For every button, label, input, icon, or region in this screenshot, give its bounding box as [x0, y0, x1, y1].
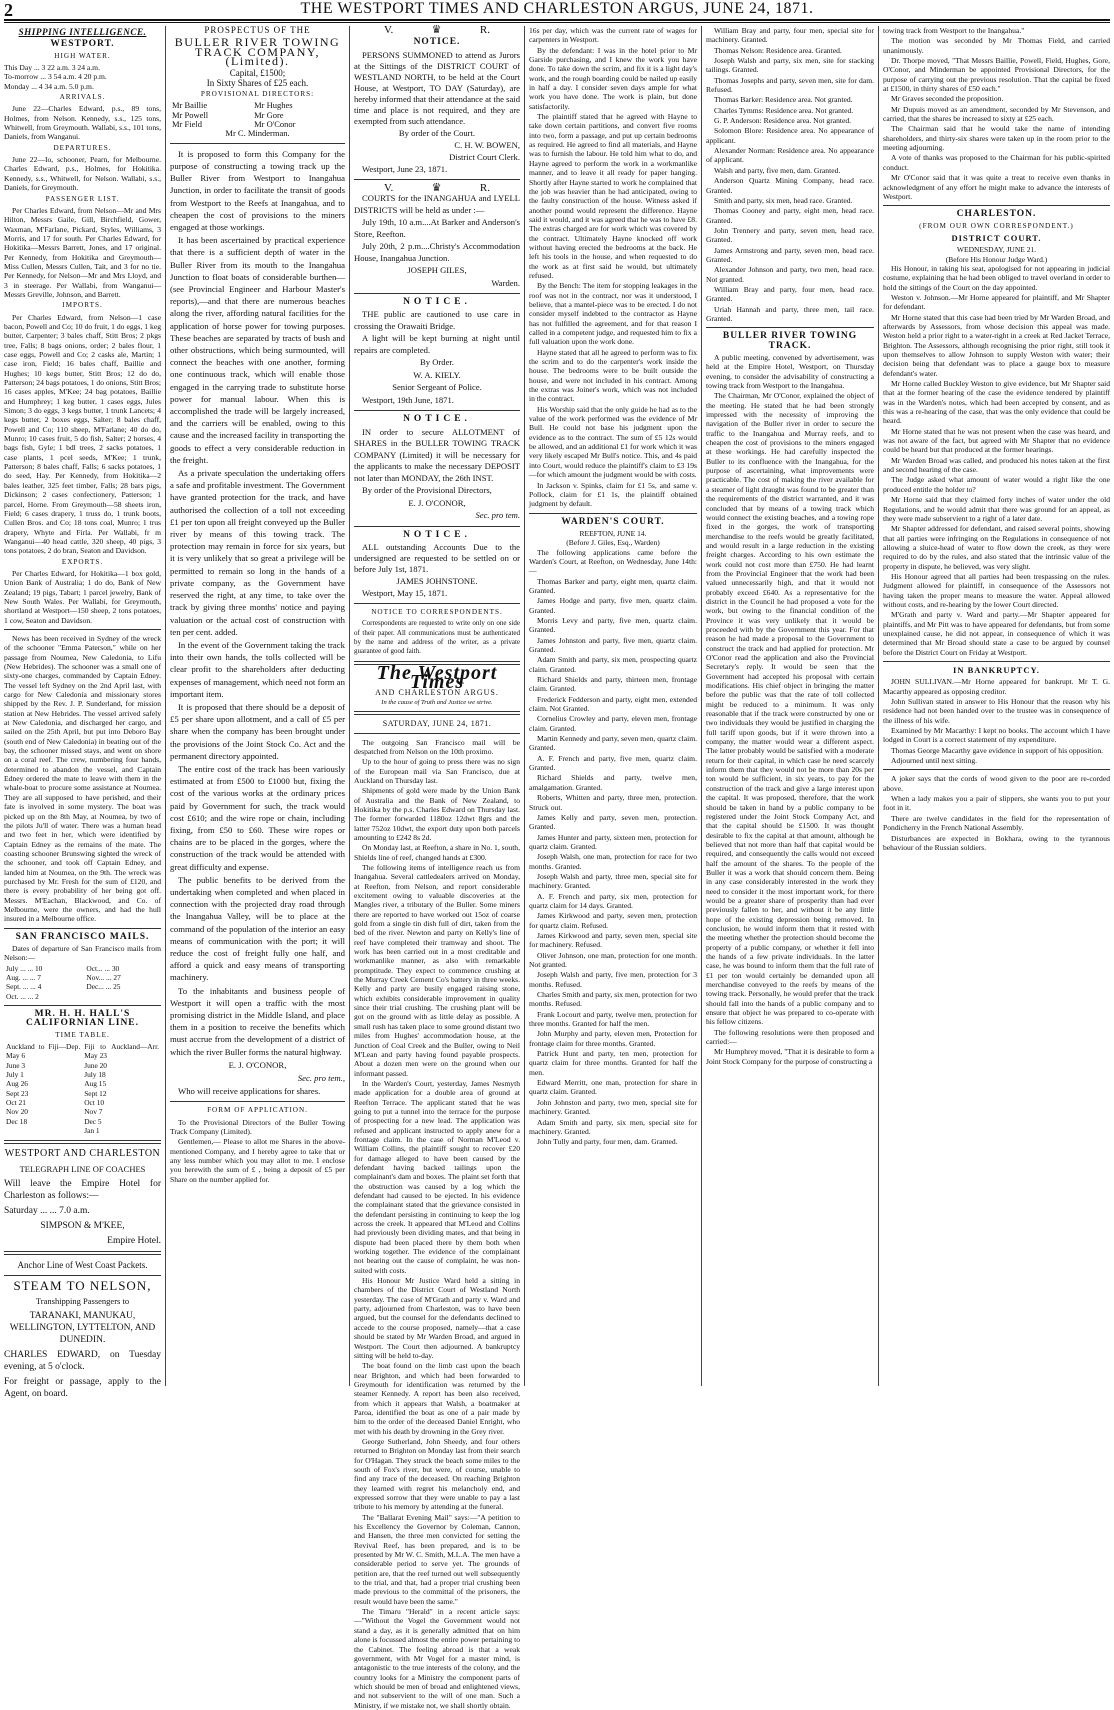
- application-line: Walsh and party, five men, dam. Granted.: [714, 165, 841, 175]
- application-line: John Murphy and party, eleven men, Protection for frontage claim for three months. Granted.: [529, 1029, 697, 1048]
- application-line: William Bray and party, four men, head race. Granted.: [706, 284, 874, 304]
- arrivals-text: June 22—Charles Edward, p.s., 89 tons, Holmes, from Nelson. Kennedy, s.s., 125 tons, Whitwell, from Greymouth. Wallabi, s.s., 101 tons, Daniels, from Wanganui.: [4, 104, 161, 142]
- divider: [4, 1140, 161, 1144]
- charleston-heading: CHARLESTON.: [956, 209, 1037, 220]
- article-paragraph: Mr Horne called Buckley Weston to give evidence, but Mr Shapter said that at the former hearing of the case the evidence tendered by plaintiff was in the Warden's notes, which had been accepted by consent, and as this was a re-hearing of the case, that was the only evidence that could be heard.: [883, 379, 1110, 426]
- page-number: 2: [4, 0, 13, 20]
- filler-paragraph: Disturbances are expected in Bokhara, owing to the tyrannous behaviour of the Russian soldiers.: [883, 833, 1110, 852]
- court-before: (Before His Honour Judge Ward.): [945, 254, 1048, 264]
- ad-text: TARANAKI, MANUKAU, WELLINGTON, LYTTELTON, AND DUNEDIN.: [9, 1310, 156, 1345]
- column-rule: [701, 26, 702, 1386]
- article-paragraph: A public meeting, convened by advertisement, was held at the Empire Hotel, Westport, on Thursday evening, to consider the advisability of constructing a towing track from Westport to the Inangahua.: [706, 353, 874, 391]
- table-cell: Aug 26: [6, 1079, 28, 1089]
- application-line: Adam Smith and party, six men, prospecting quartz claim. Granted.: [529, 655, 697, 674]
- article-paragraph: The Judge asked what amount of water would a right like the one produced entitle the holder to?: [883, 475, 1110, 494]
- table-cell: July 18: [84, 1070, 106, 1080]
- table-cell: Oct 10: [84, 1098, 105, 1108]
- sf-mails-table: [4, 964, 161, 1001]
- subheading: PASSENGER LIST.: [45, 194, 120, 203]
- prospectus-body: [170, 148, 345, 1098]
- ad-signature: SIMPSON & M'KEE,: [40, 1220, 125, 1231]
- prospectus-heading: PROSPECTUS OF THE: [204, 25, 311, 35]
- divider: [354, 410, 520, 411]
- table-row: [4, 973, 161, 982]
- column-rule: [878, 26, 879, 1386]
- notice-text: IN order to secure ALLOTMENT of SHARES in the BULLER TOWING TRACK COMPANY (Limited) it will be necessary for the applicants to make the necessary DEPOSIT not later than MONDAY, the 26th INST.: [354, 426, 520, 483]
- table-cell: Sept 23: [6, 1088, 29, 1098]
- article-paragraph: Mr O'Conor said that it was quite a treat to receive even thanks in acknowledgment of any effort he might make to advance the interests of Westport.: [883, 173, 1110, 201]
- column-notices: [354, 24, 520, 1710]
- table-cell: Dec... ... 25: [86, 982, 121, 992]
- notice-heading: NOTICE.: [403, 414, 471, 425]
- application-line: Patrick Hunt and party, ten men, protection for quartz claim for three months. Granted for half the men.: [529, 1049, 697, 1077]
- notice-title: Sec. pro tem.: [475, 510, 520, 521]
- notice-signature: E. J. O'CONOR,: [408, 497, 466, 508]
- shares: In Sixty Shares of £25 each.: [206, 77, 309, 88]
- article-paragraph: In Jackson v. Spinks, claim for £1 5s, and same v. Pollock, claim for £1 1s, the plaintiff obtained judgment by default.: [529, 480, 697, 509]
- filler-paragraph: There are twelve candidates in the field for the representation of Pondicherry in the French National Assembly.: [883, 813, 1110, 833]
- table-row: [4, 1070, 161, 1079]
- application-line: Thomas Nelson: Residence area. Granted.: [714, 45, 842, 55]
- article-paragraph: His Worship said that the only guide he had as to the value of the work performed was the evidence of Mr Bull. He could not base his judgment upon the evidence as to the contract. The sum of £5 12s would be allowed, and an additional £1 for work which it was very likely escaped Mr Bull's notice. This, and 4s paid into Court, would reduce the plaintiff's claim to £3 19s—for which amount the judgment would be with costs.: [529, 404, 697, 480]
- section-heading: SHIPPING INTELLIGENCE.: [18, 27, 147, 37]
- departures-text: June 22—Io, schooner, Pearn, for Melbourne. Charles Edward, p.s., Holmes, for Hokitika. Kennedy, s.s., Whitwell, for Nelson. Wallabi, s.s., Daniels, for Greymouth.: [4, 155, 161, 193]
- application-line: Oliver Johnson, one man, protection for one month. Not granted.: [529, 950, 697, 969]
- article-paragraph: M'Grath and party v. Ward and party.—Mr Shapter appeared for plaintiffs, and Mr Pitt was to have appeared for defendants, but from some unexplained cause, he did not appear, in consequence of which it was determined that Mr Broad should state a case to be argued by counsel before the District Court on Friday at Westport.: [883, 610, 1110, 657]
- table-cell: Sept. ... ... 4: [6, 982, 42, 992]
- editorial-paragraph: George Sutherland, John Sheedy, and four others returned to Brighton on Monday last from their search for O'Hagan. They struck the beach some miles to the south of Fox's river, but were, of course, unable to find any trace of the deceased. On reaching Brighton they learned with regret his melancholy end, and expressed sorrow that they were unable to pay a last tribute to his memory by attending at the funeral.: [354, 1436, 520, 1512]
- table-cell: July 1: [6, 1070, 24, 1080]
- ad-text: Will leave the Empire Hotel for Charleston as follows:—: [4, 1178, 161, 1201]
- divider: [354, 711, 520, 715]
- article-paragraph: A vote of thanks was proposed to the Chairman for his public-spirited conduct.: [883, 153, 1110, 172]
- header-rule: [4, 19, 1110, 23]
- table-cell: Sept 12: [84, 1088, 107, 1098]
- imports-text: Per Charles Edward, from Nelson—1 case bacon, Powell and Co; 10 do fruit, 1 do eggs, 1 keg butter, Carpenter; 3 bales chaff, Stitt Bros; 2 pkgs tree, Falls; 8 bags onions, order; 2 bales flour, 1 case eggs, Powell and Co; 2 casks ale, Martin; 1 case iron, Field; 16 bales chaff, Baillie and Hughes; 10 kegs butter, Stitt Bros; 12 do do, Patterson; 24 bags potatoes, 1 do onions, Stitt Bros; 16 cases apples, M'Kee; 24 bag potatoes, Baillie and Humphrey; 1 keg butter, 1 cases eggs, Jules Simon; 3 do eggs, 3 kegs butter, 1 trunk Lancets; 4 kegs butter, 2 boxes eggs, Salter; 8 bales chaff, Powell and Co; 110 sheep, M'Farlane; 40 do do, Munro; 10 cases fruit, 5 do fish, Salter; 2 horses, 4 bags fish, Gyle; 1 bdl trees, 2 sacks potatoes, 1 case plants, 1 pcel seeds, M'Kee; 1 trunk, Patterson; 8 bales chaff, Falls; 6 sacks potatoes, 1 do seed, Hay. Per Kennedy, from Hokitika—2 bales leather, 325 feet timber, Falls; 28 bars pigs, Dickinson; 2 cases confectionery, Patterson; 1 parcel, Horne. From Greymouth—58 sheets iron, Field; 6 cases drapery, 1 truss do, 1 trunk boots, Cullen Bros. and Co; 18 tons coal, Munro; 1 trus drapery, Whyte and Firla. Per Wallabi, fr m Wanganui—40 head cattle, 320 sheep, 40 pigs, 3 tons potatoes, 2 do bran, Seaton and Davidson.: [4, 312, 161, 556]
- notice-signature: JAMES JOHNSTONE.: [396, 576, 478, 587]
- divider: [883, 769, 1110, 770]
- application-line: James Armstrong and party, seven men, head race. Granted.: [706, 245, 874, 264]
- accounts-notice: [354, 542, 520, 599]
- notice-signature: C. H. W. BOWEN,: [454, 139, 520, 150]
- notice-jurors: [354, 50, 520, 175]
- table-cell: Nov 7: [84, 1107, 103, 1117]
- article-paragraph: JOHN SULLIVAN.—Mr Horne appeared for bankrupt. Mr T. G. Macarthy appeared as opposing creditor.: [883, 677, 1110, 696]
- subheading: ARRIVALS.: [59, 93, 106, 102]
- table-cell: Oct... ... 30: [86, 963, 120, 973]
- notice-order: By order of the Provisional Directors,: [362, 485, 492, 496]
- application-line: Alexander Johnson and party, two men, head race. Not granted.: [706, 265, 874, 284]
- sf-mails-heading: SAN FRANCISCO MAILS.: [15, 931, 150, 942]
- signature-title: Sec. pro tem.,: [297, 1073, 345, 1084]
- paragraph: To the inhabitants and business people of Westport it will open a traffic with the most promising district in the Middle Island, and place them in a position to receive the benefits which must accrue from the development of a district of which the river Buller forms the natural highway.: [170, 985, 345, 1057]
- article-paragraph: The following resolutions were then proposed and carried:—: [706, 1027, 874, 1047]
- crown-icon: ♛: [431, 181, 442, 194]
- wardens-court-place: REEFTON, JUNE 14.: [579, 528, 647, 538]
- article-paragraph: Thomas George Macarthy gave evidence in support of his opposition.: [891, 745, 1104, 755]
- table-row: [4, 992, 161, 1001]
- notice-date: Westport, June 23, 1871.: [362, 163, 448, 174]
- divider: [529, 513, 697, 514]
- article-paragraph: His Honour agreed that all parties had been trespassing on the rules. Judgment allowed for plaintiff, in consequence of the Assessors not having taken the proper means to measure the water. Appeal allowed without costs, and re-hearing by the lower Court directed.: [883, 571, 1110, 609]
- article-paragraph: Mr Graves seconded the proposition.: [891, 94, 1004, 104]
- crown-icon: ♛: [431, 24, 442, 36]
- table-cell: [4, 1126, 82, 1135]
- divider: [883, 205, 1110, 206]
- steam-advertisement: [4, 1259, 161, 1400]
- article-paragraph: Mr Horne stated that he was not present when the case was heard, and was not aware of the fact, but agreed with Mr Shapter that no evidence could be heard but that produced at the former hearings.: [883, 426, 1110, 455]
- director-name: Mr Powell: [172, 109, 209, 120]
- company-name: BULLER RIVER TOWING TRACK COMPANY, (Limited).: [174, 35, 341, 69]
- application-line: Thomas Josephs and party, seven men, site for dam. Refused.: [706, 75, 874, 95]
- filler-paragraph: A joker says that the cords of wood given to the poor are re-corded above.: [883, 774, 1110, 793]
- correspondents-heading: NOTICE TO CORRESPONDENTS.: [371, 608, 503, 617]
- paragraph: It has been ascertained by practical experience that there is a sufficient depth of water in the Buller River from its mouth to the Inangahua Junction to float boats of considerable burthen—(see Provincial Engineer and Harbour Master's reports),—and that there are numerous beaches along the river, affording natural facilities for the application of horse power for towing purposes. These beaches are separated by tracts of bush and other obstructions, which being surmounted, will connect the beaches with one another, forming one continuous track, which will enable those engaged in the carrying trade to substitute horse power for manual labour. When this is accomplished the trade will be largely increased, and the carriers will be enabled, owing to this cause and the increased facility in transporting the goods to effect a very considerable reduction in the freight.: [170, 235, 345, 465]
- notice-text: COURTS for the INANGAHUA and LYELL DISTRICTS will be held as under :—: [354, 193, 520, 215]
- table-row: [4, 964, 161, 973]
- subheading: IMPORTS.: [62, 301, 103, 310]
- application-line: Martin Kennedy and party, seven men, quartz claim. Granted.: [529, 734, 697, 753]
- buller-heading: BULLER RIVER TOWING TRACK.: [722, 331, 858, 351]
- table-cell: June 20: [84, 1060, 107, 1070]
- sf-mails-intro: Dates of departure of San Francisco mails from Nelson:—: [4, 943, 161, 963]
- masthead-motto: In the cause of Truth and Justice we strive.: [381, 698, 493, 706]
- notice-signature: JOSEPH GILES,: [407, 265, 467, 276]
- district-court-heading: DISTRICT COURT.: [951, 232, 1042, 243]
- notice-text: ALL outstanding Accounts Due to the undersigned are requested to be settled on or before July 1st, 1871.: [354, 542, 520, 575]
- table-cell: Dec 18: [6, 1116, 28, 1126]
- ad-text: Saturday ... ... 7.0 a.m.: [4, 1205, 90, 1216]
- application-line: Roberts, Whitten and party, three men, protection. Struck out.: [529, 793, 697, 812]
- editorial-paragraph: The "Ballarat Evening Mail" says:—"A petition to his Excellency the Governor by Coleman, Cannon, and Hansen, the three men convicted for setting the Revival Reef, has been prepared, and is to be presented by Mr W. C. Smith, M.L.A. The men have a considerable period to serve yet. The grounds of petition are, that the reef turned out well subsequently to the trial, and that, had a proper trial crushing been made previous to the committal of the prisoners, the result would have been the same.": [354, 1512, 520, 1606]
- application-line: Thomas Cooney and party, eight men, head race. Granted.: [706, 206, 874, 225]
- application-line: Joseph Walsh and party, six men, site for stacking tailings. Granted.: [706, 56, 874, 75]
- table-header: Fiji to Auckland—Arr. May 23: [84, 1042, 159, 1061]
- column-prospectus: [170, 26, 345, 1386]
- divider: [354, 293, 520, 294]
- director-name: Mr C. Minderman.: [225, 128, 290, 139]
- article-paragraph: towing track from Westport to the Inangahua.": [883, 26, 1025, 35]
- bankruptcy-heading: IN BANKRUPTCY.: [953, 665, 1040, 675]
- correspondents-text: Correspondents are requested to write only on one side of their paper. All communications must be authenticated by the name and address of the writer, as a private guarantee of good faith.: [354, 619, 520, 656]
- hall-time-table: [4, 1042, 161, 1135]
- table-row: [4, 1098, 161, 1107]
- application-line: Anderson Quartz Mining Company, head race. Granted.: [706, 176, 874, 195]
- application-line: James Kelly and party, seven men, protection. Granted.: [529, 812, 697, 832]
- article-paragraph: 16s per day, which was the current rate of wages for carpenters in Westport.: [529, 26, 697, 45]
- article-paragraph: Hayne stated that all he agreed to perform was to fix the scrim and to do the carpenter's work inside the house. The bedrooms were to be built outside the house, and were not included in his contract. Among the extras was Joiner's work, which was not included in the contract.: [529, 347, 697, 404]
- director-name: Mr Baillie: [172, 100, 208, 111]
- editorial-paragraph: His Honour Mr Justice Ward held a sitting in chambers of the District Court of Westland North yesterday. The case of M'Grath and party v. Ward and party, adjourned from Charleston, was to have been argued, but the counsel for the defendants declined to accede to the course proposed, namely—that a case should be stated by Mr Warden Broad, and argued in Westport. The Court then adjourned. A bankruptcy sitting will be held to-day.: [354, 1276, 520, 1360]
- column-rule: [524, 26, 525, 1386]
- ad-subtitle: TELEGRAPH LINE OF COACHES: [19, 1163, 146, 1174]
- table-row: [4, 1089, 161, 1098]
- article-paragraph: The motion was seconded by Mr Thomas Field, and carried unanimously.: [883, 36, 1110, 55]
- royal-cipher: [354, 181, 520, 194]
- paragraph: It is proposed to form this Company for the purpose of constructing a towing track up the Buller River from Westport to Inangahua Junction, in order to facilitate the transit of goods from Westport to the Reefs at Inangahua, and to cheapen the cost of provisions to the miners engaged at those workings.: [170, 148, 345, 232]
- application-line: The following applications came before the Warden's Court, at Reefton, on Wednesday, June 14th:—: [529, 547, 697, 576]
- notice-order: By Order.: [420, 357, 454, 368]
- table-row: [4, 1079, 161, 1088]
- divider: [170, 143, 345, 144]
- passengers-text: Per Charles Edward, from Nelson—Mr and Mrs Hilton, Messrs Gaile, Gill, Birchfield, Gower, Waxman, M'Farlane, Pickard, Styles, Williams, 3 Morris, and 17 for south. Per Charles Edward, for Hokitika—Messrs Barrett, Jones, and 17 original. Per Kennedy, from Hokitika and Greymouth—Miss Cullen, Messrs Cullen, Tait, and 3 for no tie. Per Kennedy, for Nelson—Mr and Mrs Lloyd, and 3 in steerage. Per Wallabi, from Wanganui—Messrs Greville, Johnson, and Barrett.: [4, 205, 161, 299]
- ad-text: For freight or passage, apply to the Agent, on board.: [4, 1376, 161, 1399]
- application-line: Adam Smith and party, six men, special site for machinery. Granted.: [529, 1117, 697, 1136]
- table-cell: Nov 20: [6, 1107, 28, 1117]
- form-body: Gentlemen,— Please to allot me Shares in the above-mentioned Company, and I hereby agree to take that or any less number which you may allot to me. I enclose you herewith the sum of £ , being a deposit of £5 per Share on the number applied for.: [170, 1137, 345, 1184]
- application-line: James Johnston and party, five men, quartz claim. Granted.: [529, 635, 697, 654]
- application-line: Joseph Walsh, one man, protection for race for two months. Granted.: [529, 852, 697, 871]
- application-line: Thomas Barker and party, eight men, quartz claim. Granted.: [529, 576, 697, 595]
- table-row: [4, 1117, 161, 1126]
- table-row: [4, 982, 161, 991]
- ad-title: WESTPORT AND CHARLESTON: [4, 1147, 161, 1159]
- application-line: A. F. French and party, five men, quartz claim. Granted.: [529, 753, 697, 773]
- column-meeting: [706, 26, 874, 1386]
- application-line: G. P. Anderson: Residence area. Not granted.: [714, 116, 852, 126]
- ad-text: CHARLES EDWARD, on Tuesday evening, at 5 o'clock.: [4, 1349, 161, 1372]
- article-paragraph: Dr. Thorpe moved, "That Messrs Baillie, Powell, Field, Hughes, Gore, O'Conor, and Minderman be appointed Provisional Directors, for the purpose of carrying out the previous resolution. That the capital be fixed at £1500, in thirty shares of £50 each.": [883, 56, 1110, 94]
- column-charleston: [883, 26, 1110, 1386]
- ad-title: Anchor Line of West Coast Packets.: [17, 1259, 148, 1270]
- application-line: Frank Locourt and party, twelve men, protection for three months. Granted for half the men.: [529, 1009, 697, 1029]
- article-paragraph: Adjourned until next sitting.: [891, 756, 978, 766]
- notice-title: Warden.: [491, 277, 520, 288]
- form-to: To the Provisional Directors of the Buller Towing Track Company (Limited).: [170, 1117, 345, 1137]
- royal-cipher: [354, 26, 520, 35]
- column-rule: [349, 26, 350, 1386]
- article-paragraph: Mr Shapter addressed for defendant, and raised several points, showing that all parties were infringing on the Regulations in consequence of not allowing a sluice-head of water to flow down the creek, as they were required to do by the rules, and also stated that the intrinsic value of the property in dispute, he believed, was very slight.: [883, 524, 1110, 571]
- notice-title: District Court Clerk.: [449, 151, 520, 162]
- notice-text: THE public are cautioned to use care in crossing the Orawaiti Bridge.: [354, 309, 520, 331]
- application-line: Uriah Hannah and party, three men, tail race. Granted.: [706, 304, 874, 323]
- cipher-letter: R.: [479, 181, 490, 194]
- subheading: EXPORTS.: [61, 557, 104, 566]
- application-line: Alexander Norman: Residence area. No appearance of applicant.: [706, 146, 874, 165]
- divider: [4, 928, 161, 929]
- article-paragraph: The Chairman said that he would take the name of intending shareholders, and thirty-six shares were taken up in the room prior to the meeting adjourning.: [883, 124, 1110, 153]
- director-name: Mr Gore: [254, 109, 284, 120]
- subheading: TIME TABLE.: [55, 1030, 110, 1039]
- article-paragraph: The plaintiff stated that he agreed with Hayne to take down certain partitions, and convert five rooms into two, form a passage, and put up certain bedrooms as required. He agreed to find all materials, and Hayne was to furnish the labour. He told him what to do, and Hayne agreed to perform the work in a workmanlike manner, and to leave it all ready for paper hanging. Shortly after Hayne started to work he complained that the job was heavier than he had anticipated, owing to the faulty construction of the house. Witness asked if another pound would represent the difference. Hayne said it would, and it was agreed that he was to have £8. The extras charged are for work which was covered by the contract. Ultimately Hayne knocked off work without having erected the bedrooms at the back. He left his tools in the house, and when requested to do the work as at first said he would, but ultimately refused.: [529, 112, 697, 280]
- table-cell: Aug. ... ... 7: [6, 973, 41, 982]
- courts-notice: [354, 193, 520, 289]
- divider: [4, 1251, 161, 1255]
- table-row: [4, 1126, 161, 1135]
- table-cell: July ... ... 10: [6, 963, 43, 973]
- editorial-paragraph: Shipments of gold were made by the Union Bank of Australia and the Bank of New Zealand, to Hokitika by the p.s. Charles Edward on Thursday last. The former forwarded 1180oz 12dwt 8grs and the latter 752oz 10dwt, the export duty upon both parcels amounting to £242 8s 2d.: [354, 786, 520, 842]
- column-courts: [529, 26, 697, 1386]
- hall-line-heading: MR. H. H. HALL'S CALIFORNIAN LINE.: [25, 1009, 140, 1029]
- notice-text: A light will be kept burning at night until repairs are completed.: [354, 333, 520, 355]
- exports-text: Per Charles Edward, for Hokitika—1 box gold, Union Bank of Australia; 1 do do, Bank of New Zealand; 19 pigs, Tabart; 1 parcel jewelry, Bank of New South Wales. Per Wallabi, for Greymouth, shortland at Westport—150 sheep, 2 tons potatoes, 1 cow, Seaton and Davidson.: [4, 568, 161, 625]
- article-paragraph: John Sullivan stated in answer to His Honour that the reason why his residence had not been handed over to the trustee was in consequence of the illness of his wife.: [883, 697, 1110, 725]
- notice-title: Senior Sergeant of Police.: [392, 382, 482, 393]
- editorial-paragraph: The outgoing San Francisco mail will be despatched from Nelson on the 10th proximo.: [354, 737, 520, 756]
- paragraph: As a private speculation the undertaking offers a safe and profitable investment. The Government have granted protection for the track, and have authorised the collection of a toll not exceeding £1 per ton upon all freight conveyed up the Buller river by means of this towing track. The protection may remain in force for six years, but it is very unlikely that so great a privilege will be permitted to remain so long in the hands of a private company, as the Government have reserved the right, at any time, to take over the track by giving three months' notice and paying valuation or the actual cost of construction with ten per cent. added.: [170, 468, 345, 637]
- application-line: Charles Tymms: Residence area. Not granted.: [714, 105, 854, 115]
- tide-row: To-morrow ... 3 54 a.m. 4 20 p.m.: [4, 72, 107, 82]
- application-line: Joseph Walsh and party, three men, special site for machinery. Granted.: [529, 871, 697, 891]
- court-date: WEDNESDAY, JUNE 21.: [956, 245, 1037, 255]
- application-line: Richard Shields and party, twelve men, amalgamation. Granted.: [529, 773, 697, 792]
- application-line: Morris Levy and party, five men, quartz claim. Granted.: [529, 615, 697, 635]
- paragraph: The entire cost of the track has been variously estimated at from £500 to £1000 but, fixing the cost of the various works at the ordinary prices paid by Government for such, the track would cost £610; and the wire rope or chain, including fixing, from £50 to £60. These wire ropes or chains are to be placed in the gorges, where the construction of the track would be attended with great difficulty and expense.: [170, 763, 345, 872]
- allotment-notice: [354, 427, 520, 522]
- masthead-subtitle: AND CHARLESTON ARGUS.: [375, 688, 499, 698]
- editorial-paragraph: The following items of intelligence reach us from Inangahua. Several cattledealers arrived on Monday, at Reefton, from Nelson, and report considerable excitement owing to valuable discoveries at the Mangles river, a tributary of the Buller. Some miners there are reported to have worked out 15oz of coarse gold from a single tin dish full of dirt, taken from the bed of the river. Newton and party on Kelly's line of reef have completed their tramway and shoot. The work has been carried out in a most creditable and workmanlike manner, as also with remarkable promptitude. They expect to commence crushing at the Murray Creek Cement Co's battery in three weeks. Kelly and party are busily engaged raising stone, which exhibits considerable improvement in quality since their trial crushing. The crushing plant will be got on the ground with as little delay as possible. A small rush has taken place to some ground distant two miles from Hughes' accommodation house, at the Junction of Coal Creek and the Buller, owing to Neil M'Lean and party having found payable prospects. About a dozen men were on the ground when our informant passed.: [354, 862, 520, 1078]
- application-line: James Kirkwood and party, seven men, special site for machinery. Refused.: [529, 930, 697, 950]
- article-paragraph: Mr Horne stated that this case had been tried by Mr Warden Broad, and afterwards by Assessors, from whose decision this appeal was made. Weston held a prior right to a water-right in a creek at Red Jacket Terrace, Brighton. The Assessors, although recognising the prior right, still took it upon themselves to allow Johnson to supply Weston with water; their decision being that defendant was to place a gauge box to measure defendant's water.: [883, 312, 1110, 378]
- editorial-paragraph: In the Warden's Court, yesterday, James Nesmyth made application for a double area of ground at Reefton Terrace. The applicant stated that he was going to put a tunnel into the terrace for the purpose of prospecting for a new lead. The application was refused and applicant instructed to apply anew for a frontage claim. In the case of Norman M'Leod v. William Collins, the plaintiff sought to recover £20 for damage alleged to have been caused by the defendant having backed tailings upon the complainant's dam and boxes. The plaint set forth that the obstruction was caused by a log which the defendant had caused to be ejected. In his evidence the complainant stated that the grievance consisted in the defendant persisting in continuing to keep the log across the creek. It appeared that M'Leod and Collins had previously been dividing mates, and that being in dispute had been placed there by them both when working together. The evidence of the complainant not bearing out the cause of complaint, he was non-suited with costs.: [354, 1078, 520, 1275]
- table-row: [4, 1061, 161, 1070]
- port-heading: WESTPORT.: [50, 39, 115, 50]
- table-header: Auckland to Fiji—Dep. May 6: [6, 1042, 81, 1061]
- article-paragraph: Mr Dupuis moved as an amendment, seconded by Mr Stevenson, and carried, that the shares be increased to sixty at £25 each.: [883, 104, 1110, 124]
- divider: [883, 661, 1110, 662]
- ad-signature: Empire Hotel.: [107, 1235, 161, 1246]
- signature: E. J. O'CONOR,: [228, 1059, 287, 1070]
- article-paragraph: Examined by Mr Macarthy: I kept no books. The account which I have lodged in Court is a correct statement of my expenditure.: [883, 726, 1110, 745]
- filler-paragraph: When a lady makes you a pair of slippers, she wants you to put your foot in it.: [883, 794, 1110, 813]
- application-line: Cornelius Crowley and party, eleven men, frontage claim. Granted.: [529, 714, 697, 733]
- application-line: James Kirkwood and party, seven men, protection for quartz claim. Refused.: [529, 911, 697, 930]
- director-name: Mr O'Conor: [254, 119, 296, 130]
- paragraph: In the event of the Government taking the track into their own hands, the tolls collected will be clear profit to the shareholders after deducting expenses of management, which need not form an important item.: [170, 639, 345, 699]
- table-cell: June 3: [6, 1060, 26, 1070]
- divider: [354, 179, 520, 180]
- directors-list: [170, 101, 345, 129]
- table-cell: Oct 21: [6, 1098, 26, 1108]
- paragraph: The public benefits to be derived from the undertaking when completed and when placed in connection with the projected dray road through the Inangahua Valley, will be to place at the command of the population of the interior an easy means of communication with the port; it will reduce the cost of freight fully one half, and afford a quick and easy means of transporting machinery.: [170, 874, 345, 983]
- application-line: John Trennery and party, seven men, head race. Granted.: [706, 225, 874, 245]
- column-rule: [165, 26, 166, 1386]
- divider: [4, 1005, 161, 1006]
- page-header: [0, 0, 1114, 18]
- application-line: Thomas Barker: Residence area. Not granted.: [714, 95, 853, 105]
- notice-date: Westport, May 15, 1871.: [362, 588, 448, 599]
- divider: [354, 603, 520, 604]
- masthead: The Westport Times: [376, 661, 498, 694]
- article-paragraph: Weston v. Johnson.—Mr Horne appeared for plaintiff, and Mr Shapter for defendant.: [883, 292, 1110, 312]
- application-line: Solomon Blore: Residence area. No appearance of applicant.: [706, 126, 874, 145]
- article-paragraph: The Chairman, Mr O'Conor, explained the object of the meeting. He stated that he had been strongly impressed with the necessity of improving the navigation of the Buller river in order to secure the traffic to the Inangahua and Murray reefs, and to cheapen the cost of provisions to the miners engaged at these workings. He had carefully inspected the Buller to its confluence with the Inangahua, for the purpose of ascertaining, what improvements were practicable. The cost of making the river available for a steamer of light draught was found to be greater than the requirements of the district warranted, and it was concluded that by means of a towing track which would connect the existing beaches, and a towing rope fixed in the gorges, the work of transporting merchandise to the reefs would be greatly facilitated, and would result in a large reduction in the existing freight charges. According to his own estimate the work could not cost more than £750. He had learnt from the Provincial Engineer that the work had been valued unnecessarily high, and that it would not probably exceed £640. As a representative for the district in the Council he had proposed a vote for the work, but owing to the financial condition of the Province it was very unlikely that it would be proceeded with by the Government this year. For that reason he had made a proposal to the Government to construct the track and had applied for protection. Mr O'Conor read the application and also the Provincial Secretary's reply. It would be seen that the Government had accepted his proposal with certain modifications. His chief object in bringing the matter before the public was that the rate of toll collected might be reduced to a minimum. It was only reasonable that if the track were constructed by one or two individuals they would be justified in charging the full tariff upon goods, but if it were thrown into a company, the matter would wear a different aspect. The latter probably would be satisfied with a moderate return for their capital, in which case he need scarcely inform them that they would not be more than 20s per ton would be sufficient, in six years, to pay for the construction of the track and give a large interest upon the capital. It was proposed, therefore, that the work should be taken in hand by a public company to be registered under the Joint Stock Company Act, and that the capital should be £1500. It was thought desirable to fix the capital at that amount, although he believed that not more than half that capital would be required, and consequently the calls would not exceed half the amount of the shares. To the people of the Buller it was a work that should concern them. Being in any case considerably interested in the work they need to consider it the most important work, for there would be a greater share of prosperity than had ever previously fallen to her, and without it be any little hope of the existing depression being removed. In conclusion, he would inform them that it rested with the meeting whether the protection should become the property of a public company, or whether it fell into the hands of a few private individuals. In the latter case, he was bound to inform them that the full rate of £1 per ton would certainly be demanded upon all merchandise conveyed to the reefs by means of the towing track. Personally, he would prefer that the track should fall into the hands of a public company and to ensure that object he was prepared to co-operate with his fellow citizens.: [706, 391, 874, 1027]
- correspondent-line: (FROM OUR OWN CORRESPONDENT.): [919, 221, 1074, 230]
- article-paragraph: Mr Warden Broad was called, and produced his notes taken at the first and second hearing of the case.: [883, 455, 1110, 475]
- notice-heading: NOTICE.: [403, 297, 471, 308]
- ad-title: STEAM TO NELSON,: [13, 1277, 152, 1293]
- bridge-notice: [354, 309, 520, 406]
- wardens-court-before: (Before J. Giles, Esq., Warden): [566, 538, 660, 548]
- notice-text: PERSONS SUMMONED to attend as Jurors at the Sittings of the DISTRICT COURT of WESTLAND NORTH, to be held at the Court House, at Westport, TO DAY (Saturday), are hereby informed that their attendance at the said time and place is not required, and they are exempted from such attendance.: [354, 49, 520, 126]
- table-cell: [84, 992, 161, 1001]
- notice-text: July 19th, 10 a.m....At Barker and Anderson's Store, Reefton.: [354, 217, 520, 239]
- application-line: Edward Merritt, one man, protection for share in quartz claim. Granted.: [529, 1078, 697, 1097]
- application-line: Joseph Walsh and party, five men, protection for 3 months. Refused.: [529, 970, 697, 989]
- ad-subtitle: Transhipping Passengers to: [35, 1295, 130, 1306]
- notice-date: Westport, 19th June, 1871.: [362, 394, 454, 405]
- tide-row: Monday ... 4 34 a.m. 5.0 p.m.: [4, 81, 94, 91]
- application-line: James Hodge and party, five men, quartz claim. Granted.: [529, 596, 697, 615]
- application-line: James Hunter and party, sixteen men, protection for quartz claim. Granted.: [529, 832, 697, 851]
- column-shipping: [4, 26, 161, 1399]
- notice-heading: NOTICE.: [403, 529, 471, 540]
- wardens-court-heading: WARDEN'S COURT.: [561, 516, 665, 527]
- article-paragraph: By the Bench: The item for stopping leakages in the roof was not in the contract, nor was it understood, I believe, that a mantel-piece was to be erected. I do not consider myself indebted to the contractor as Hayne has not fulfilled the agreement, and for that reason I called in a competent judge, and requested him to fix a full valuation upon the work done.: [529, 281, 697, 347]
- article-paragraph: His Honour, in taking his seat, apologised for not appearing in judicial costume, explaining that he had been obliged to travel overland in order to hold the sittings of the Court on the day appointed.: [883, 263, 1110, 292]
- divider: [170, 1101, 345, 1102]
- notice-heading: NOTICE.: [413, 37, 461, 48]
- tide-table: [4, 63, 161, 91]
- application-line: Charles Smith and party, six men, protection for two months. Refused.: [529, 990, 697, 1009]
- subheading: HIGH WATER.: [54, 51, 111, 60]
- director-name: Mr Hughes: [254, 100, 293, 111]
- article-paragraph: Mr Horne said that they claimed forty inches of water under the old Regulations, and he would admit that there was ground for an appeal, as they were made subservient to a right of a later date.: [883, 495, 1110, 523]
- news-article: News has been received in Sydney of the wreck of the schooner "Emma Paterson," while on her passage from Noumea, New Caledonia, to Lifu (New Hebrides). The schooner was a small one of sixty-one charges, commanded by Captain Edney. The vessel left Sydney on the 2nd April last, with cargo for New Caledonia and missionary stores shipped by the Rev. J. P. Sunderland, for mission station at New Hebrides. The vessel arrived safely at New Caledonia, and discharged her cargo, and sailed on the 25th April, but put into Deboro Bay (south end of New Caledonia) in beating out of the bay, the schooner missed stays, and went on shore on a coral reef. The crew, numbering four hands, determined to abandon the vessel, and Captain Edney ordered the mate to leave with them in the whale-boat to procure some assistance at Noumea. They are all supposed to have perished, and their fate is involved in some mystery. The boat was picked up on the 8th May, at Noumea, by two of the pilots Ju'll of water. There was a human head and two feet in her, which were identified by Captain Edney as the remains of the mate. The coasting schooner Brunswing sighted the wreck of the schooner, and took off Captain Edney, and landed him at Noumea, on the 9th. The wreck was purchased by Mr. Fresh for the sum of £120, and there is every probability of her being got off. Messrs. M'Eachan, Blackwood, and Co. of Melbourne, were the owners, and had the hull insured in a Melbourne office.: [4, 633, 161, 924]
- directors-heading: PROVISIONAL DIRECTORS:: [200, 90, 315, 99]
- divider: [354, 733, 520, 734]
- table-cell: Aug 15: [84, 1079, 107, 1089]
- cipher-letter: V.: [384, 24, 394, 36]
- newspaper-running-title: THE WESTPORT TIMES AND CHARLESTON ARGUS, JUNE 24, 1871.: [300, 0, 814, 17]
- divider: [4, 629, 161, 630]
- form-heading: FORM OF APPLICATION.: [207, 1106, 308, 1115]
- divider: [706, 327, 874, 328]
- table-cell: Oct. ... ... 2: [6, 991, 39, 1001]
- editorial-paragraph: Up to the hour of going to press there was no sign of the European mail via San Francisco, due at Auckland on Thursday last.: [354, 757, 520, 785]
- paragraph: It is proposed that there should be a deposit of £5 per share upon allotment, and a call of £5 per share when the company has been brought under the provisions of the Joint Stock Co. Act and the permanent directory appointed.: [170, 701, 345, 761]
- table-cell: Dec 5: [84, 1116, 102, 1126]
- notice-text: July 20th, 2 p.m....Christy's Accommodation House, Inangahua Junction.: [354, 241, 520, 263]
- table-cell: Nov... ... 27: [86, 973, 121, 982]
- notice-signature: W. A. KIELY.: [413, 369, 461, 380]
- article-paragraph: Mr Humphrey moved, "That it is desirable to form a Joint Stock Company for the purpose of constructing a: [706, 1047, 874, 1066]
- application-line: Frederick Fedderson and party, eight men, extended claim. Not Granted.: [529, 694, 697, 714]
- capital: Capital, £1500;: [229, 68, 286, 79]
- table-header-row: [4, 1042, 161, 1061]
- divider: [4, 1275, 161, 1276]
- application-line: John Johnston and party, two men, special site for machinery. Granted.: [529, 1097, 697, 1117]
- cipher-letter: R.: [479, 24, 490, 36]
- subheading: DEPARTURES.: [53, 143, 112, 152]
- editorial-paragraph: The Timaru "Herald" in a recent article says:—"Without the Vogel the Government would not stand a day, as it is generally admitted that on him alone is focussed almost the entire power pertaining to the Cabinet. The feeling abroad is that a weak government, with Mr Vogel for a master mind, is antagonistic to the true interests of the colony, and the country looks for a Ministry the component parts of which should be men of broad and enlightened views, and not subservient to the will of one man. Such a Ministry, if we mistake not, we shall shortly obtain.: [354, 1607, 520, 1710]
- coach-advertisement: [4, 1148, 161, 1247]
- editorial-paragraph: The boat found on the limb cast upon the beach near Brighton, and which had been forwarded to Greymouth for identification was returned by the steamer Kennedy. A report has been also received, from which it appears that Walsh, a boatmaker at Paroa, identified the boat as one of a pair made by him to the order of the deceased Daniel Enright, who met with his death by drowning in the Grey river.: [354, 1361, 520, 1436]
- application-line: Smith and party, six men, head race. Granted.: [714, 195, 853, 205]
- application-line: Richard Shields and party, thirteen men, frontage claim. Granted.: [529, 675, 697, 694]
- tide-row: This Day ... 3 22 a.m. 3 24 a.m.: [4, 63, 100, 73]
- editorial-paragraph: On Monday last, at Reefton, a share in No. 1, south, Shields line of reef, changed hands at £300.: [354, 843, 520, 862]
- article-paragraph: By the defendant: I was in the hotel prior to Mr Garside purchasing, and I knew the work you have done. To take down the scrim, and fix it is a light day's work, and the rough boarding could be nailed up easily in half a day. I consider seven days ample for what work you have done. The work is plain, but done satisfactorily.: [529, 45, 697, 111]
- notice-order: By order of the Court.: [398, 127, 476, 138]
- application-line: John Tully and party, four men, dam. Granted.: [537, 1137, 678, 1147]
- application-line: A. F. French and party, six men, protection for quartz claim for 14 days. Granted.: [529, 891, 697, 910]
- divider: [354, 526, 520, 527]
- table-cell: Jan 1: [84, 1126, 100, 1136]
- application-line: William Bray and party, four men, special site for machinery. Granted.: [706, 26, 874, 45]
- paragraph: Who will receive applications for shares.: [178, 1086, 321, 1097]
- issue-date: SATURDAY, JUNE 24, 1871.: [382, 719, 492, 729]
- director-name: Mr Field: [172, 119, 202, 130]
- table-row: [4, 1107, 161, 1116]
- cipher-letter: V.: [384, 181, 394, 194]
